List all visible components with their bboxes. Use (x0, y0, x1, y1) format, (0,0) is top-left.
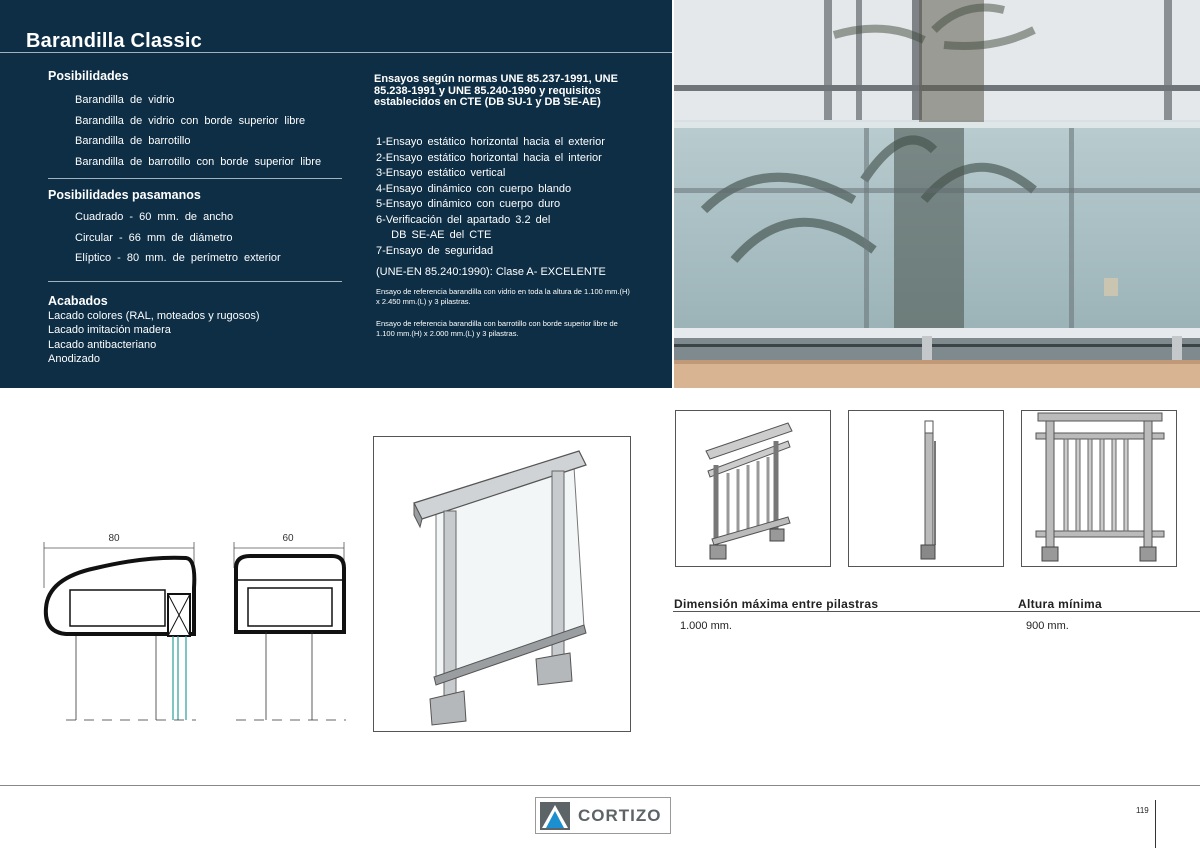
logo-wordmark: CORTIZO (578, 806, 662, 825)
list-item: 6-Verificación del apartado 3.2 del (376, 213, 551, 226)
list-item: DB SE-AE del CTE (376, 229, 492, 241)
list-item: 4-Ensayo dinámico con cuerpo blando (376, 182, 572, 195)
list-item: Cuadrado - 60 mm. de ancho (75, 211, 234, 223)
list-item: 3-Ensayo estático vertical (376, 167, 506, 179)
min-height-label: Altura mínima (1018, 597, 1102, 611)
max-distance-value: 1.000 mm. (680, 620, 732, 632)
min-height-value: 900 mm. (1026, 620, 1069, 632)
info-panel (0, 0, 672, 388)
balcony-photo (674, 0, 1200, 388)
list-item: Lacado antibacteriano (48, 338, 157, 351)
bar-railing-front-view (1021, 410, 1177, 567)
list-item: 2-Ensayo estático horizontal hacia el interior (376, 151, 602, 164)
list-item: 5-Ensayo dinámico con cuerpo duro (376, 198, 561, 210)
profile-sections-drawing (36, 528, 356, 728)
section-divider (48, 178, 342, 179)
list-item: Barandilla de barrotillo con borde superior libre (75, 155, 322, 168)
dimensions-divider (673, 611, 1200, 612)
list-item: Barandilla de vidrio (75, 94, 175, 106)
list-item: Lacado imitación madera (48, 324, 171, 337)
classification-text: (UNE-EN 85.240:1990): Clase A- EXCELENTE (376, 266, 606, 278)
footer-divider (0, 785, 1200, 786)
list-item: Anodizado (48, 352, 100, 365)
possibilities-list (75, 94, 321, 176)
bar-railing-perspective (675, 410, 831, 567)
glass-railing-drawing (373, 436, 631, 732)
bar-railing-side-view (848, 410, 1004, 567)
square-profile (236, 556, 344, 632)
tests-list (376, 136, 605, 260)
test-note-bars: Ensayo de referencia barandilla con barrotillo con borde superior libre de 1.100 mm.(H) x 2.000 mm.(L) y 3 pilastras. (376, 319, 618, 338)
norms-heading: Ensayos según normas UNE 85.237-1991, UNE 85.238-1991 y UNE 85.240-1990 y requisitos establecidos en CTE (DB SU-1 y DB SE-AE) (374, 73, 618, 108)
handrails-list (75, 211, 281, 273)
square-width-label: 60 (282, 533, 294, 544)
possibilities-heading: Posibilidades (48, 69, 129, 83)
list-item: Lacado colores (RAL, moteados y rugosos) (48, 310, 260, 322)
list-item: Barandilla de vidrio con borde superior libre (75, 114, 306, 127)
title-divider (0, 52, 672, 53)
list-item: 7-Ensayo de seguridad (376, 244, 494, 257)
list-item: Elíptico - 80 mm. de perímetro exterior (75, 252, 281, 264)
cortizo-logo-icon (540, 802, 570, 830)
page-edge-mark (1155, 800, 1156, 848)
finishes-heading: Acabados (48, 294, 108, 308)
elliptic-width-label: 80 (108, 533, 120, 544)
handrails-heading: Posibilidades pasamanos (48, 188, 201, 202)
list-item: 1-Ensayo estático horizontal hacia el exterior (376, 136, 605, 148)
section-divider (48, 281, 342, 282)
test-note-glass: Ensayo de referencia barandilla con vidrio en toda la altura de 1.100 mm.(H) x 2.450 mm.(L) y 3 pilastras. (376, 287, 630, 306)
page-title: Barandilla Classic (26, 30, 202, 52)
list-item: Circular - 66 mm de diámetro (75, 231, 233, 244)
finishes-list (48, 310, 260, 367)
page-number: 119 (1136, 806, 1149, 815)
list-item: Barandilla de barrotillo (75, 135, 191, 147)
cortizo-logo (535, 797, 671, 834)
max-distance-label: Dimensión máxima entre pilastras (674, 597, 879, 611)
